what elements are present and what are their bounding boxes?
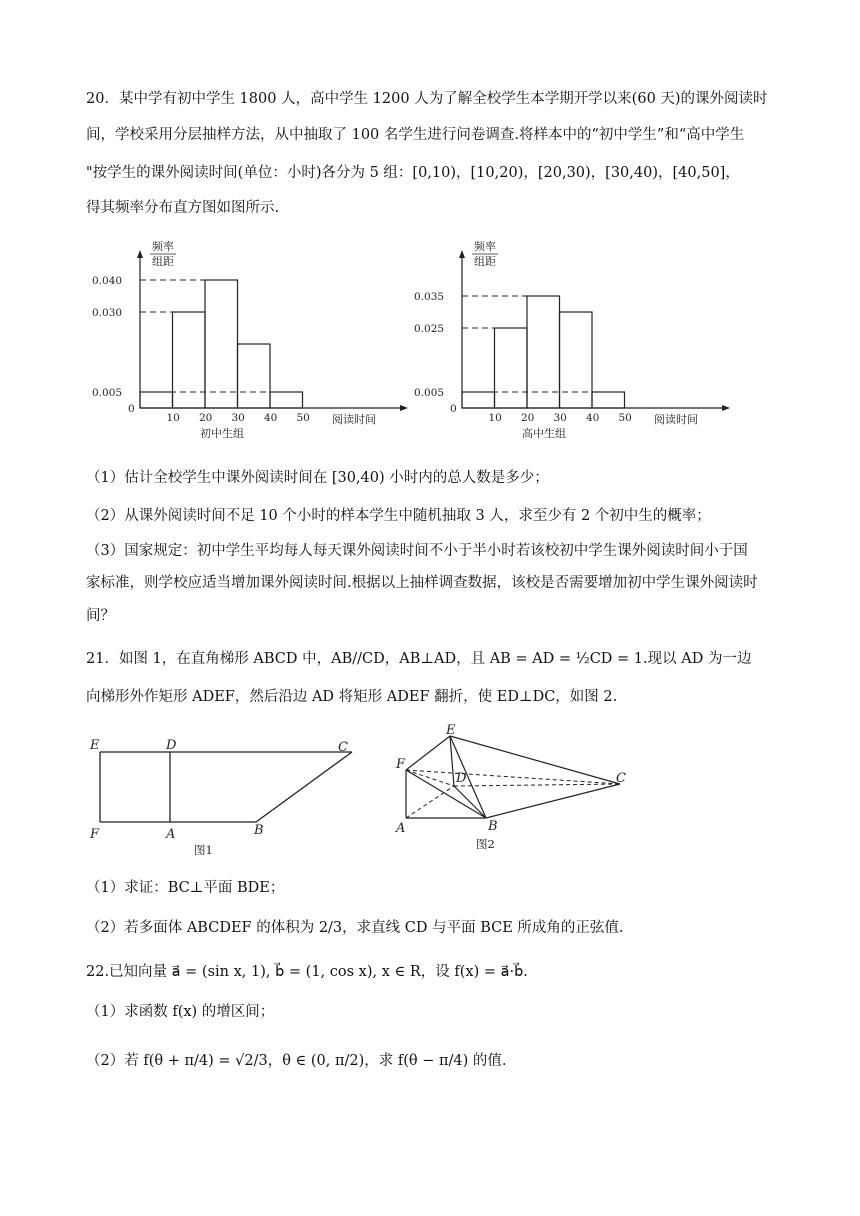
histogram-bar (205, 280, 238, 408)
q20-sub-3-line-1: （3）国家规定：初中学生平均每人每天课外阅读时间不小于半小时若该校初中学生课外阅读时间小于国 (86, 543, 748, 559)
q20-sub-3-line-3: 间？ (86, 608, 115, 624)
q20-line-1: 20．某中学有初中学生 1800 人，高中学生 1200 人为了解全校学生本学期开学以来(60 天)的课外阅读时 (86, 91, 768, 107)
x-tick-label: 30 (231, 412, 245, 424)
y-tick-label: 0.030 (92, 307, 123, 319)
x-tick-label: 20 (199, 412, 213, 424)
fig2-label-c: C (616, 771, 626, 786)
histogram-bar (173, 312, 206, 408)
figure-1-trapezoid (86, 730, 376, 862)
x-tick-label: 40 (264, 412, 278, 424)
q20-sub-1: （1）估计全校学生中课外阅读时间在 [30,40) 小时内的总人数是多少； (86, 470, 549, 486)
q22-sub-1: （1）求函数 f(x) 的增区间； (86, 1004, 275, 1020)
fig2-caption: 图2 (476, 837, 495, 851)
y-axis-arrow (137, 250, 143, 258)
histogram-bar (527, 296, 560, 408)
fig1-label-e: E (90, 738, 100, 753)
x-tick-label: 0 (450, 403, 457, 415)
fig2-label-b: B (488, 819, 498, 834)
chart-subtitle: 高中生组 (522, 427, 566, 440)
y-tick-label: 0.035 (414, 291, 445, 303)
chart-subtitle: 初中生组 (200, 427, 244, 440)
x-tick-label: 30 (553, 412, 567, 424)
x-tick-label: 40 (586, 412, 600, 424)
histogram-bar (140, 392, 173, 408)
y-tick-label: 0.025 (414, 323, 445, 335)
q22-line-1: 22.已知向量 a⃗ = (sin x, 1), b⃗ = (1, cos x), x ∈ R，设 f(x) = a⃗·b⃗. (86, 964, 528, 980)
histogram-bar (495, 328, 528, 408)
x-tick-label: 20 (521, 412, 535, 424)
x-tick-label: 50 (618, 412, 632, 424)
x-tick-label: 50 (296, 412, 310, 424)
x-axis-arrow (400, 405, 408, 411)
histogram-bar (560, 312, 593, 408)
fig1-label-d: D (166, 738, 177, 753)
x-axis-label: 阅读时间 (654, 413, 698, 426)
fig1-label-a: A (166, 827, 176, 842)
x-axis-label: 阅读时间 (332, 413, 376, 426)
q20-sub-2: （2）从课外阅读时间不足 10 个小时的样本学生中随机抽取 3 人，求至少有 2 个初中生的概率； (86, 508, 711, 524)
x-tick-label: 10 (488, 412, 502, 424)
fig2-label-f: F (396, 757, 406, 772)
histogram-bar (238, 344, 271, 408)
q22-sub-2: （2）若 f(θ + π/4) = √2/3，θ ∈ (0, π/2)，求 f(θ − π/4) 的值. (86, 1053, 507, 1069)
y-tick-label: 0.005 (414, 387, 445, 399)
fig2-label-e: E (446, 723, 456, 738)
histogram-junior (88, 236, 418, 448)
y-label-top: 频率 (152, 240, 174, 253)
y-tick-label: 0.005 (92, 387, 123, 399)
fig1-caption: 图1 (194, 843, 213, 857)
y-label-bottom: 组距 (152, 255, 174, 268)
histogram-bar (462, 392, 495, 408)
histogram-bar (270, 392, 303, 408)
x-tick-label: 0 (128, 403, 135, 415)
histogram-bar (592, 392, 625, 408)
y-tick-label: 0.040 (92, 275, 123, 287)
q20-line-4: 得其频率分布直方图如图所示. (86, 200, 280, 216)
fig2-label-d: D (456, 771, 467, 786)
fig1-label-b: B (254, 823, 264, 838)
y-axis-arrow (459, 250, 465, 258)
x-axis-arrow (722, 405, 730, 411)
q20-line-2: 间，学校采用分层抽样方法，从中抽取了 100 名学生进行问卷调查.将样本中的“初中学生”和“高中学生 (86, 127, 745, 143)
fig1-label-c: C (338, 740, 348, 755)
q21-sub-1: （1）求证：BC⊥平面 BDE； (86, 880, 285, 896)
q21-sub-2: （2）若多面体 ABCDEF 的体积为 2/3，求直线 CD 与平面 BCE 所成角的正弦值. (86, 920, 624, 936)
histogram-senior (410, 236, 740, 448)
q21-line-1: 21．如图 1，在直角梯形 ABCD 中，AB//CD，AB⊥AD，且 AB = AD = ½CD = 1.现以 AD 为一边 (86, 651, 752, 667)
y-label-bottom: 组距 (474, 255, 496, 268)
figure-2-polyhedron (390, 722, 650, 856)
y-label-top: 频率 (474, 240, 496, 253)
fig1-label-f: F (90, 827, 100, 842)
q20-line-3: "按学生的课外阅读时间(单位：小时)各分为 5 组：[0,10)，[10,20)，[20,30)，[30,40)，[40,50]， (86, 165, 740, 181)
fig2-label-a: A (396, 821, 406, 836)
x-tick-label: 10 (166, 412, 180, 424)
q20-sub-3-line-2: 家标准，则学校应适当增加课外阅读时间.根据以上抽样调查数据，该校是否需要增加初中学生课外阅读时 (86, 575, 758, 591)
q21-line-2: 向梯形外作矩形 ADEF，然后沿边 AD 将矩形 ADEF 翻折，使 ED⊥DC，如图 2. (86, 689, 618, 705)
